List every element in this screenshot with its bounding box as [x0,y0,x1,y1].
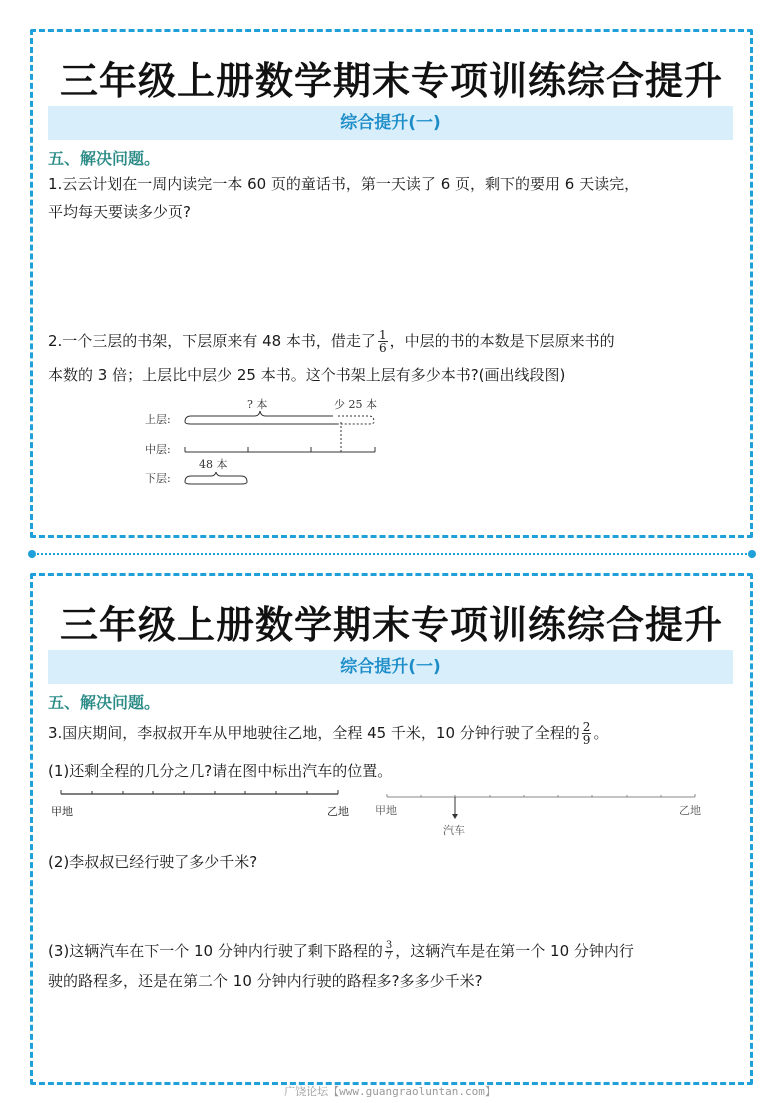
page-separator [30,553,754,555]
route-line-blank [45,786,365,826]
question-3-part-3 [48,936,736,996]
svg-text:中层:: 中层: [145,443,171,456]
question-2-text-a: 2.一个三层的书架，下层原来有 48 本书，借走了 [48,332,376,350]
svg-text:48 本: 48 本 [199,458,228,471]
fraction-numerator: 3 [385,940,393,951]
question-3-part-1: (1)还剩全程的几分之几?请在图中标出汽车的位置。 [48,762,393,780]
section-heading: 五、解决问题。 [48,693,161,712]
question-3-part-2: (2)李叔叔已经行驶了多少千米? [48,853,258,871]
part-3-text-b: ，这辆汽车是在第一个 10 分钟内行 [395,942,634,960]
bookshelf-line-diagram [143,398,393,493]
end-label: 乙地 [327,805,349,818]
svg-text:少 25 本: 少 25 本 [334,398,377,411]
banner-label: 综合提升(一) [340,657,441,677]
fraction-denominator: 7 [385,951,393,962]
part-3-text-a: (3)这辆汽车在下一个 10 分钟内行驶了剩下路程的 [48,942,383,960]
car-marker-label: 汽车 [443,824,465,837]
separator-dot-left [28,550,36,558]
question-1 [48,170,736,226]
fraction-numerator: 2 [582,720,591,734]
separator-dot-right [748,550,756,558]
page-title: 三年级上册数学期末专项训练综合提升 [59,603,723,647]
start-label: 甲地 [51,805,73,818]
question-1-line-1: 1.云云计划在一周内读完一本 60 页的童话书，第一天读了 6 页，剩下的要用 6 天读完， [48,175,640,193]
question-2-line-1 [48,324,736,358]
route-line-answer [373,786,723,846]
footer-watermark [0,1083,780,1099]
question-3-intro [48,716,736,750]
fraction-numerator: 1 [378,328,387,342]
page-title: 三年级上册数学期末专项训练综合提升 [59,59,723,103]
svg-text:下层:: 下层: [145,472,171,485]
svg-text:上层:: 上层: [145,413,171,426]
worksheet-card-1 [30,29,753,538]
section-banner [48,650,733,684]
fraction-denominator: 6 [378,341,387,355]
question-2-line-2: 本数的 3 倍；上层比中层少 25 本书。这个书架上层有多少本书?(画出线段图) [48,366,566,384]
question-3-part-3-line-2: 驶的路程多，还是在第二个 10 分钟内行驶的路程多?多多少千米? [48,972,483,990]
question-3-text-a: 3.国庆期间，李叔叔开车从甲地驶往乙地，全程 45 千米，10 分钟行驶了全程的 [48,724,580,742]
footer-text: 广饶论坛【www.guangraoluntan.com】 [276,1085,504,1098]
question-1-line-2: 平均每天要读多少页? [48,203,191,221]
section-heading: 五、解决问题。 [48,149,161,168]
svg-text:乙地: 乙地 [679,804,701,817]
question-2 [48,324,736,392]
fraction-3-7 [385,941,393,962]
fraction-denominator: 9 [582,733,591,747]
banner-label: 综合提升(一) [340,113,441,133]
fraction-1-6 [378,329,388,354]
question-3-text-b: 。 [593,724,609,742]
svg-text:甲地: 甲地 [375,804,397,817]
question-2-text-b: ，中层的书的本数是下层原来书的 [389,332,615,350]
worksheet-card-2 [30,573,753,1085]
unknown-label: ? 本 [247,398,268,411]
section-banner [48,106,733,140]
fraction-2-9 [582,721,592,746]
question-3-part-3-line-1 [48,936,736,966]
